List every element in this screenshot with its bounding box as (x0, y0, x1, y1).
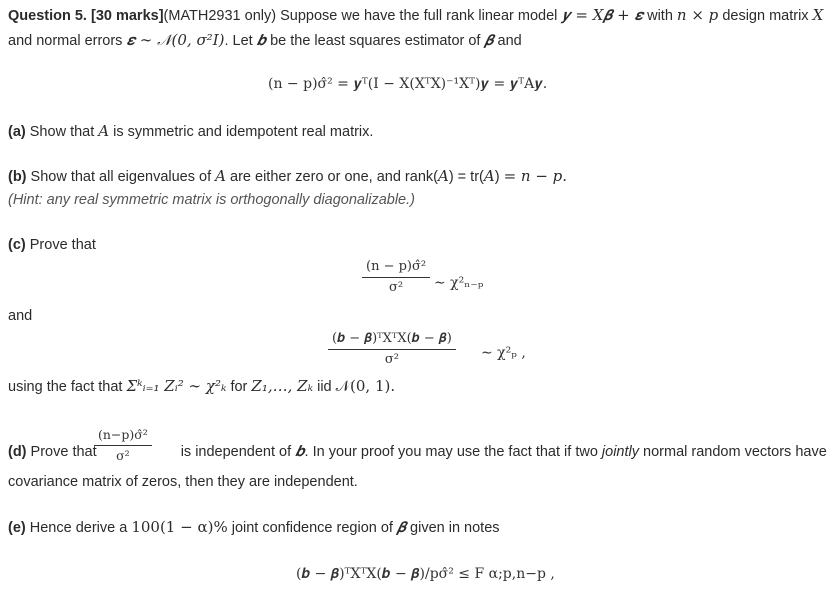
intro-text: . Let (224, 33, 257, 49)
part-d-text: Prove that (26, 444, 101, 460)
part-c-label: (c) (8, 237, 26, 253)
part-c-text: for (226, 379, 252, 395)
matrix-A: A (98, 122, 110, 140)
part-b-text: ) (494, 169, 504, 185)
error-distribution: 𝜺 ∼ 𝒩(0, σ²I) (126, 31, 225, 49)
model-equation: 𝒚 = X𝜷 + 𝜺 (561, 6, 644, 24)
fraction-quadratic-form (328, 331, 456, 367)
inline-fraction-sigma-hat (94, 427, 152, 463)
matrix-A: A (483, 167, 495, 185)
intro-text: (MATH2931 only) Suppose we have the full rank linear model (163, 8, 562, 24)
part-d-line-2: covariance matrix of zeros, then they are independent. (8, 474, 358, 490)
intro-text: design matrix (718, 8, 813, 24)
part-c (8, 236, 96, 254)
estimator-b: 𝒃 (256, 31, 267, 49)
chi-square-p: ∼ χ²ₚ , (481, 345, 526, 361)
matrix-A: A (437, 167, 449, 185)
part-b-hint: (Hint: any real symmetric matrix is orthogonally diagonalizable.) (8, 192, 415, 208)
part-b-text: ) = tr( (448, 169, 484, 185)
part-e-text: joint confidence region of (227, 520, 397, 536)
part-e-label: (e) (8, 520, 26, 536)
intro-text: be the least squares estimator of (266, 33, 485, 49)
part-c-and: and (8, 308, 33, 324)
part-c-text: Prove that (25, 237, 96, 253)
confidence-region-equation: (𝒃 − 𝜷)ᵀXᵀX(𝒃 − 𝜷)/pσ̂² ≤ F α;p,n−p , (296, 566, 555, 582)
part-c-fact (8, 377, 395, 396)
fraction-denominator: σ² (328, 349, 456, 367)
part-e (8, 518, 500, 537)
sum-of-squares: Σᵏᵢ₌₁ Zᵢ² ∼ χ²ₖ (126, 377, 227, 395)
question-intro-line-2 (8, 31, 522, 50)
part-b-label: (b) (8, 169, 27, 185)
intro-text: with (643, 8, 677, 24)
part-d-label: (d) (8, 444, 27, 460)
part-e-text: Hence derive a (25, 520, 132, 536)
fraction-numerator: (n−p)σ̂² (98, 427, 148, 442)
fraction-numerator: (𝒃 − 𝜷)ᵀXᵀX(𝒃 − 𝜷) (332, 331, 452, 346)
part-a-text: Show that (25, 124, 99, 140)
part-b-text: Show that all eigenvalues of (26, 169, 216, 185)
z-variables: Z₁,…, Zₖ (251, 377, 314, 395)
question-label: Question 5. [30 marks] (8, 8, 164, 24)
part-d-text: normal random vectors have (639, 444, 827, 460)
part-a (8, 122, 373, 141)
confidence-level: 100(1 − α)% (131, 518, 228, 536)
standard-normal: 𝒩(0, 1). (335, 377, 396, 395)
rank-equation: = n − p. (503, 167, 568, 185)
display-equation-sigma: (n − p)σ̂² = 𝒚ᵀ(I − X(XᵀX)⁻¹Xᵀ)𝒚 = 𝒚ᵀA𝒚. (268, 76, 548, 92)
part-b (8, 167, 567, 186)
part-e-text: given in notes (406, 520, 500, 536)
beta-symbol: 𝜷 (396, 518, 406, 536)
part-d-text: is independent of (176, 444, 296, 460)
question-intro-line-1 (8, 6, 823, 25)
chi-square-n-p: ∼ χ²ₙ₋ₚ (434, 275, 484, 291)
part-b-text: are either zero or one, and rank( (225, 169, 438, 185)
jointly-emphasis: jointly (601, 444, 639, 460)
fraction-numerator: (n − p)σ̂² (366, 259, 427, 274)
design-matrix: X (812, 6, 824, 24)
part-a-text: is symmetric and idempotent real matrix. (109, 124, 374, 140)
intro-text: and normal errors (8, 33, 127, 49)
matrix-A: A (215, 167, 226, 185)
fraction-sigma-hat (362, 259, 430, 295)
part-c-text: iid (313, 379, 336, 395)
estimator-b: 𝒃 (295, 442, 305, 460)
fraction-denominator: σ² (362, 277, 430, 295)
dims: n × p (676, 6, 719, 24)
part-a-label: (a) (8, 124, 26, 140)
intro-text: and (493, 33, 522, 49)
fraction-denominator: σ² (94, 445, 152, 463)
part-d-text: . In your proof you may use the fact that if two (304, 444, 602, 460)
part-c-text: using the fact that (8, 379, 127, 395)
beta-symbol: 𝜷 (484, 31, 494, 49)
